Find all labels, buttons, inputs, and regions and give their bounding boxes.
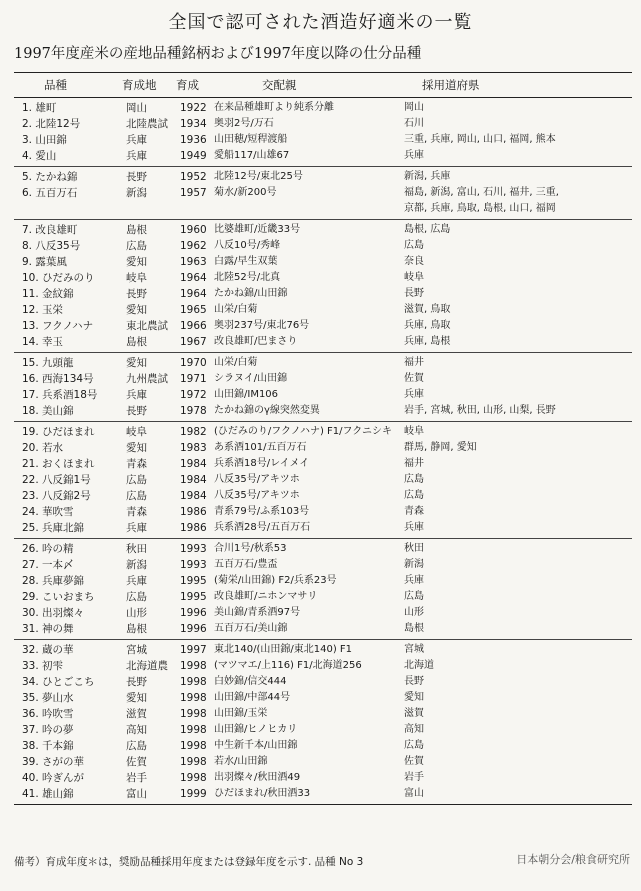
- variety-cell: 28. 兵庫夢錦: [22, 575, 85, 587]
- year-cell: 1978: [180, 405, 207, 417]
- prefectures-cell: 広島: [404, 240, 424, 251]
- breeder-cell: 兵庫: [126, 134, 147, 146]
- year-cell: 1949: [180, 150, 207, 162]
- year-cell: 1971: [180, 373, 207, 385]
- variety-cell: 3. 山田錦: [22, 134, 67, 146]
- parents-cell: 八反10号/秀峰: [214, 240, 281, 251]
- year-cell: 1998: [180, 756, 207, 768]
- prefectures-cell: 滋賀: [404, 708, 424, 719]
- prefectures-cell: 島根, 広島: [404, 224, 451, 235]
- table-row: [14, 403, 632, 419]
- table-row: [14, 621, 632, 637]
- table-row: [14, 440, 632, 456]
- parents-cell: ひだほまれ/秋田酒33: [214, 788, 311, 799]
- table-row: [14, 185, 632, 201]
- parents-cell: 青系79号/ふ系103号: [214, 506, 310, 517]
- table-row: [14, 573, 632, 589]
- breeder-cell: 青森: [126, 458, 147, 470]
- table-row: [14, 132, 632, 148]
- parents-cell: 山田錦/ヒノヒカリ: [214, 724, 298, 735]
- breeder-cell: 北海道農: [126, 660, 168, 672]
- prefectures-cell: 青森: [404, 506, 424, 517]
- table-row: [14, 371, 632, 387]
- breeder-cell: 岩手: [126, 772, 147, 784]
- variety-cell: 37. 吟の夢: [22, 724, 74, 736]
- prefectures-cell: 山形: [404, 607, 424, 618]
- variety-cell: 39. さがの華: [22, 756, 85, 768]
- variety-cell: 1. 雄町: [22, 102, 57, 114]
- rice-varieties-table: [14, 72, 632, 805]
- parents-cell: 奥羽237号/東北76号: [214, 320, 310, 331]
- breeder-cell: 広島: [126, 240, 147, 252]
- variety-cell: 41. 雄山錦: [22, 788, 74, 800]
- breeder-cell: 愛知: [126, 304, 147, 316]
- breeder-cell: 広島: [126, 474, 147, 486]
- prefectures-cell: 新潟: [404, 559, 424, 570]
- year-cell: 1934: [180, 118, 207, 130]
- table-row: [14, 238, 632, 254]
- breeder-cell: 長野: [126, 171, 147, 183]
- table-row: [14, 706, 632, 722]
- variety-cell: 35. 夢山水: [22, 692, 74, 704]
- table-row: [14, 169, 632, 185]
- year-cell: 1984: [180, 490, 207, 502]
- breeder-cell: 北陸農試: [126, 118, 168, 130]
- year-cell: 1964: [180, 288, 207, 300]
- breeder-cell: 島根: [126, 623, 147, 635]
- variety-cell: 8. 八反35号: [22, 240, 81, 252]
- breeder-cell: 宮城: [126, 644, 147, 656]
- table-row: [14, 302, 632, 318]
- year-cell: 1966: [180, 320, 207, 332]
- footnote: 備考）育成年度＊は，奨励品種採用年度または登録年度を示す. 品種 No 3: [14, 856, 364, 868]
- parents-cell: 山田錦/玉栄: [214, 708, 268, 719]
- year-cell: 1998: [180, 676, 207, 688]
- breeder-cell: 長野: [126, 405, 147, 417]
- table-row: [14, 557, 632, 573]
- table-row: [14, 472, 632, 488]
- variety-cell: 33. 初雫: [22, 660, 64, 672]
- variety-cell: 31. 神の舞: [22, 623, 74, 635]
- row-group: [14, 353, 632, 422]
- parents-cell: 五百万石/美山錦: [214, 623, 288, 634]
- year-cell: 1972: [180, 389, 207, 401]
- prefectures-cell: 富山: [404, 788, 424, 799]
- variety-cell: 14. 幸玉: [22, 336, 64, 348]
- breeder-cell: 島根: [126, 224, 147, 236]
- breeder-cell: 愛知: [126, 442, 147, 454]
- table-row: [14, 642, 632, 658]
- table-row: [14, 488, 632, 504]
- year-cell: 1998: [180, 772, 207, 784]
- variety-cell: 15. 九頭龍: [22, 357, 74, 369]
- parents-cell: たかね錦/山田錦: [214, 288, 288, 299]
- year-cell: 1998: [180, 724, 207, 736]
- header-breeder: 育成地: [122, 78, 157, 92]
- prefectures-cell: 群馬, 静岡, 愛知: [404, 442, 477, 453]
- variety-cell: 29. こいおまち: [22, 591, 95, 603]
- parents-cell: 北陸52号/北真: [214, 272, 281, 283]
- prefectures-cell: 佐賀: [404, 756, 424, 767]
- table-row: [14, 605, 632, 621]
- row-group: [14, 220, 632, 353]
- year-cell: 1986: [180, 506, 207, 518]
- variety-cell: 32. 蔵の華: [22, 644, 74, 656]
- table-row: [14, 520, 632, 536]
- year-cell: 1952: [180, 171, 207, 183]
- prefectures-cell: 宮城: [404, 644, 424, 655]
- prefectures-cell: 岐阜: [404, 272, 424, 283]
- variety-cell: 17. 兵系酒18号: [22, 389, 98, 401]
- breeder-cell: 新潟: [126, 187, 147, 199]
- year-cell: 1996: [180, 623, 207, 635]
- variety-cell: 12. 玉栄: [22, 304, 64, 316]
- parents-cell: 兵系酒18号/レイメイ: [214, 458, 310, 469]
- year-cell: 1964: [180, 272, 207, 284]
- parents-cell: 愛船117/山雄67: [214, 150, 290, 161]
- prefectures-cell: 兵庫: [404, 150, 424, 161]
- prefectures-cell: 広島: [404, 490, 424, 501]
- breeder-cell: 広島: [126, 740, 147, 752]
- parents-cell: 山栄/白菊: [214, 304, 258, 315]
- breeder-cell: 兵庫: [126, 150, 147, 162]
- table-row: [14, 770, 632, 786]
- variety-cell: 36. 吟吹雪: [22, 708, 74, 720]
- year-cell: 1984: [180, 458, 207, 470]
- variety-cell: 22. 八反錦1号: [22, 474, 91, 486]
- breeder-cell: 兵庫: [126, 522, 147, 534]
- year-cell: 1998: [180, 692, 207, 704]
- breeder-cell: 長野: [126, 288, 147, 300]
- table-row: [14, 754, 632, 770]
- breeder-cell: 愛知: [126, 692, 147, 704]
- year-cell: 1995: [180, 575, 207, 587]
- header-year: 育成: [176, 78, 199, 92]
- variety-cell: 18. 美山錦: [22, 405, 74, 417]
- breeder-cell: 兵庫: [126, 389, 147, 401]
- watermark: 日本朝分会/粮食研究所: [516, 853, 630, 866]
- parents-cell: (菊栄/山田錦) F2/兵系23号: [214, 575, 337, 586]
- variety-cell: 11. 金紋錦: [22, 288, 74, 300]
- variety-cell: 38. 千本錦: [22, 740, 74, 752]
- prefectures-cell: 福井: [404, 357, 424, 368]
- year-cell: 1936: [180, 134, 207, 146]
- year-cell: 1922: [180, 102, 207, 114]
- breeder-cell: 東北農試: [126, 320, 168, 332]
- header-variety: 品種: [44, 78, 67, 92]
- header-prefectures: 採用道府県: [422, 78, 480, 92]
- parents-cell: (ひだみのり/フクノハナ) F1/フクニシキ: [214, 426, 393, 437]
- parents-cell: 菊水/新200号: [214, 187, 277, 198]
- prefectures-cell: 京都, 兵庫, 鳥取, 島根, 山口, 福岡: [404, 203, 556, 214]
- prefectures-cell: 長野: [404, 288, 424, 299]
- prefectures-cell: 兵庫, 島根: [404, 336, 451, 347]
- breeder-cell: 青森: [126, 506, 147, 518]
- variety-cell: 25. 兵庫北錦: [22, 522, 85, 534]
- parents-cell: たかね錦のγ線突然変異: [214, 405, 320, 416]
- prefectures-cell: 岩手: [404, 772, 424, 783]
- breeder-cell: 佐賀: [126, 756, 147, 768]
- table-row: [14, 318, 632, 334]
- parents-cell: 改良雄町/ニホンマサリ: [214, 591, 318, 602]
- variety-cell: 4. 愛山: [22, 150, 57, 162]
- variety-cell: 13. フクノハナ: [22, 320, 94, 332]
- breeder-cell: 新潟: [126, 559, 147, 571]
- year-cell: 1999: [180, 788, 207, 800]
- parents-cell: 合川1号/秋系53: [214, 543, 287, 554]
- parents-cell: 山栄/白菊: [214, 357, 258, 368]
- parents-cell: 山田穂/短稈渡船: [214, 134, 288, 145]
- variety-cell: 26. 吟の精: [22, 543, 74, 555]
- table-row: [14, 738, 632, 754]
- variety-cell: 23. 八反錦2号: [22, 490, 91, 502]
- year-cell: 1960: [180, 224, 207, 236]
- prefectures-cell: 石川: [404, 118, 424, 129]
- prefectures-cell: 新潟, 兵庫: [404, 171, 451, 182]
- prefectures-cell: 高知: [404, 724, 424, 735]
- year-cell: 1984: [180, 474, 207, 486]
- parents-cell: 出羽燦々/秋田酒49: [214, 772, 301, 783]
- prefectures-cell: 兵庫: [404, 389, 424, 400]
- table-row: [14, 674, 632, 690]
- prefectures-cell: 兵庫: [404, 522, 424, 533]
- table-row: [14, 100, 632, 116]
- table-body: [14, 98, 632, 804]
- prefectures-cell: 愛知: [404, 692, 424, 703]
- table-row: [14, 148, 632, 164]
- table-row: [14, 254, 632, 270]
- table-row: [14, 786, 632, 802]
- parents-cell: 中生新千本/山田錦: [214, 740, 298, 751]
- prefectures-cell: 島根: [404, 623, 424, 634]
- parents-cell: 北陸12号/東北25号: [214, 171, 303, 182]
- parents-cell: 改良雄町/巴まさり: [214, 336, 298, 347]
- variety-cell: 34. ひとごこち: [22, 676, 95, 688]
- table-row: [14, 201, 632, 217]
- year-cell: 1957: [180, 187, 207, 199]
- page-title: 全国で認可された酒造好適米の一覧: [168, 12, 473, 33]
- parents-cell: シラヌイ/山田錦: [214, 373, 288, 384]
- breeder-cell: 長野: [126, 676, 147, 688]
- parents-cell: 山田錦/IM106: [214, 389, 279, 400]
- prefectures-cell: 岩手, 宮城, 秋田, 山形, 山梨, 長野: [404, 405, 556, 416]
- year-cell: 1983: [180, 442, 207, 454]
- breeder-cell: 岐阜: [126, 426, 147, 438]
- year-cell: 1963: [180, 256, 207, 268]
- parents-cell: 東北140/(山田錦/東北140) F1: [214, 644, 353, 655]
- prefectures-cell: 岐阜: [404, 426, 424, 437]
- variety-cell: 16. 西海134号: [22, 373, 94, 385]
- breeder-cell: 秋田: [126, 543, 147, 555]
- table-row: [14, 658, 632, 674]
- year-cell: 1998: [180, 740, 207, 752]
- table-row: [14, 116, 632, 132]
- variety-cell: 6. 五百万石: [22, 187, 78, 199]
- prefectures-cell: 奈良: [404, 256, 424, 267]
- prefectures-cell: 三重, 兵庫, 岡山, 山口, 福岡, 熊本: [404, 134, 556, 145]
- table-row: [14, 456, 632, 472]
- table-row: [14, 270, 632, 286]
- row-group: [14, 422, 632, 539]
- prefectures-cell: 広島: [404, 740, 424, 751]
- parents-cell: 兵系酒28号/五百万石: [214, 522, 311, 533]
- breeder-cell: 広島: [126, 490, 147, 502]
- breeder-cell: 滋賀: [126, 708, 147, 720]
- variety-cell: 24. 華吹雪: [22, 506, 74, 518]
- table-row: [14, 424, 632, 440]
- year-cell: 1986: [180, 522, 207, 534]
- parents-cell: 白妙錦/信交444: [214, 676, 287, 687]
- variety-cell: 20. 若水: [22, 442, 64, 454]
- variety-cell: 2. 北陸12号: [22, 118, 81, 130]
- table-row: [14, 504, 632, 520]
- row-group: [14, 98, 632, 167]
- parents-cell: 白露/早生双葉: [214, 256, 278, 267]
- parents-cell: 山田錦/中部44号: [214, 692, 291, 703]
- parents-cell: 若水/山田錦: [214, 756, 268, 767]
- row-group: [14, 539, 632, 640]
- table-header: [14, 73, 632, 98]
- variety-cell: 40. 吟ぎんが: [22, 772, 85, 784]
- breeder-cell: 山形: [126, 607, 147, 619]
- year-cell: 1998: [180, 708, 207, 720]
- table-row: [14, 589, 632, 605]
- year-cell: 1967: [180, 336, 207, 348]
- variety-cell: 21. おくほまれ: [22, 458, 95, 470]
- prefectures-cell: 兵庫: [404, 575, 424, 586]
- breeder-cell: 兵庫: [126, 575, 147, 587]
- variety-cell: 7. 改良雄町: [22, 224, 78, 236]
- table-row: [14, 387, 632, 403]
- parents-cell: 五百万石/豊盃: [214, 559, 278, 570]
- year-cell: 1982: [180, 426, 207, 438]
- year-cell: 1970: [180, 357, 207, 369]
- prefectures-cell: 長野: [404, 676, 424, 687]
- variety-cell: 5. たかね錦: [22, 171, 78, 183]
- breeder-cell: 愛知: [126, 357, 147, 369]
- variety-cell: 19. ひだほまれ: [22, 426, 95, 438]
- breeder-cell: 高知: [126, 724, 147, 736]
- prefectures-cell: 広島: [404, 474, 424, 485]
- prefectures-cell: 滋賀, 鳥取: [404, 304, 451, 315]
- table-row: [14, 690, 632, 706]
- prefectures-cell: 北海道: [404, 660, 434, 671]
- table-row: [14, 722, 632, 738]
- year-cell: 1995: [180, 591, 207, 603]
- parents-cell: 奥羽2号/万石: [214, 118, 274, 129]
- row-group: [14, 167, 632, 220]
- breeder-cell: 富山: [126, 788, 147, 800]
- prefectures-cell: 佐賀: [404, 373, 424, 384]
- year-cell: 1962: [180, 240, 207, 252]
- table-row: [14, 286, 632, 302]
- parents-cell: あ系酒101/五百万石: [214, 442, 307, 453]
- table-row: [14, 541, 632, 557]
- year-cell: 1996: [180, 607, 207, 619]
- breeder-cell: 岡山: [126, 102, 147, 114]
- variety-cell: 10. ひだみのり: [22, 272, 95, 284]
- year-cell: 1993: [180, 543, 207, 555]
- table-row: [14, 355, 632, 371]
- parents-cell: (マツマエ/上116) F1/北海道256: [214, 660, 362, 671]
- table-row: [14, 334, 632, 350]
- prefectures-cell: 秋田: [404, 543, 424, 554]
- parents-cell: 美山錦/青系酒97号: [214, 607, 301, 618]
- table-row: [14, 222, 632, 238]
- prefectures-cell: 兵庫, 鳥取: [404, 320, 451, 331]
- header-parents: 交配親: [262, 78, 297, 92]
- year-cell: 1997: [180, 644, 207, 656]
- breeder-cell: 広島: [126, 591, 147, 603]
- year-cell: 1965: [180, 304, 207, 316]
- page-subtitle: 1997年度産米の産地品種銘柄および1997年度以降の仕分品種: [14, 46, 422, 62]
- parents-cell: 八反35号/アキツホ: [214, 490, 300, 501]
- parents-cell: 在来品種雄町より純系分離: [214, 102, 334, 113]
- prefectures-cell: 福島, 新潟, 富山, 石川, 福井, 三重,: [404, 187, 559, 198]
- prefectures-cell: 広島: [404, 591, 424, 602]
- breeder-cell: 島根: [126, 336, 147, 348]
- variety-cell: 27. 一本〆: [22, 559, 74, 571]
- variety-cell: 9. 露葉風: [22, 256, 67, 268]
- prefectures-cell: 岡山: [404, 102, 424, 113]
- breeder-cell: 岐阜: [126, 272, 147, 284]
- year-cell: 1998: [180, 660, 207, 672]
- year-cell: 1993: [180, 559, 207, 571]
- prefectures-cell: 福井: [404, 458, 424, 469]
- parents-cell: 比婆雄町/近畿33号: [214, 224, 301, 235]
- breeder-cell: 愛知: [126, 256, 147, 268]
- breeder-cell: 九州農試: [126, 373, 168, 385]
- parents-cell: 八反35号/アキツホ: [214, 474, 300, 485]
- variety-cell: 30. 出羽燦々: [22, 607, 85, 619]
- row-group: [14, 640, 632, 804]
